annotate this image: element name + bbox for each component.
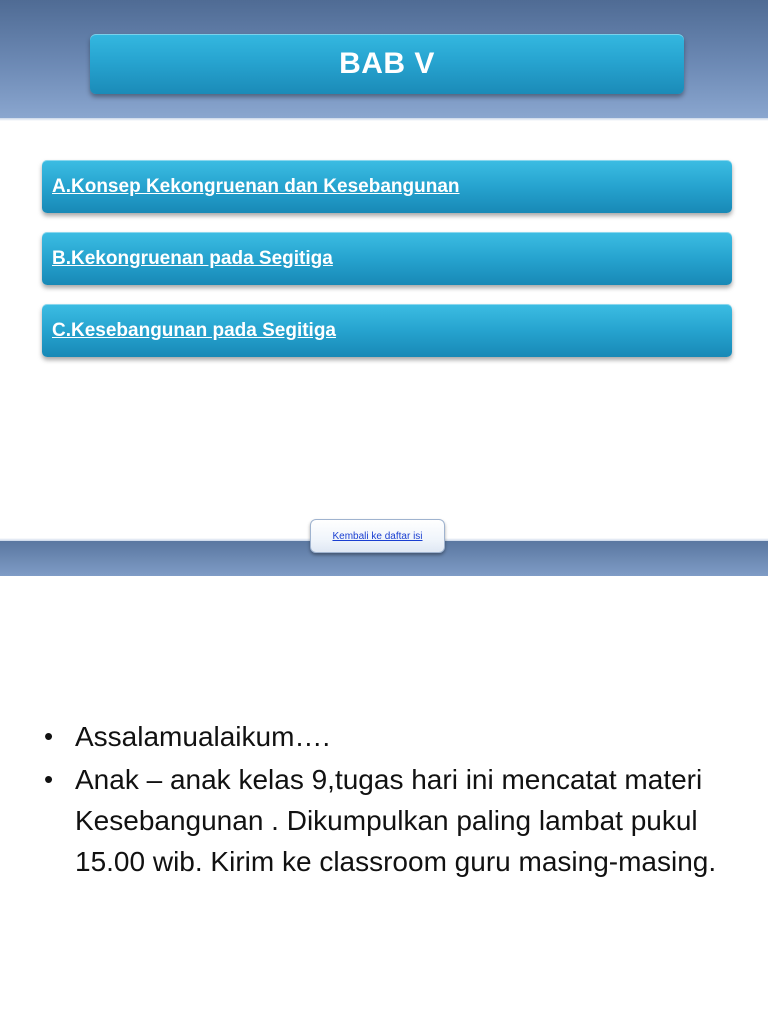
menu-button-a-label[interactable]: A.Konsep Kekongruenan dan Kesebangunan (52, 175, 460, 197)
bullet-dot-icon: • (44, 764, 54, 794)
bullet-assignment (40, 759, 720, 882)
slide-title: BAB V (339, 47, 435, 80)
title-bar (90, 34, 684, 94)
menu-button-c-label[interactable]: C.Kesebangunan pada Segitiga (52, 319, 336, 341)
slide-announcement (0, 576, 768, 1024)
bullet-list (40, 716, 720, 884)
menu-button-b[interactable] (42, 232, 732, 285)
header-band-edge (0, 118, 768, 121)
back-to-contents-label[interactable]: Kembali ke daftar isi (332, 530, 423, 542)
back-to-contents-button[interactable] (310, 519, 445, 553)
bullet-greeting-text: Assalamualaikum…. (75, 721, 331, 752)
bullet-greeting (40, 716, 720, 757)
menu-button-b-label[interactable]: B.Kekongruenan pada Segitiga (52, 247, 333, 269)
menu-button-c[interactable] (42, 304, 732, 357)
bullet-assignment-text: Anak – anak kelas 9,tugas hari ini mencatat materi Kesebangunan . Dikumpulkan paling lambat pukul 15.00 wib. Kirim ke classroom guru masing-masing. (75, 764, 717, 877)
bullet-dot-icon: • (44, 721, 54, 751)
menu-button-a[interactable] (42, 160, 732, 213)
